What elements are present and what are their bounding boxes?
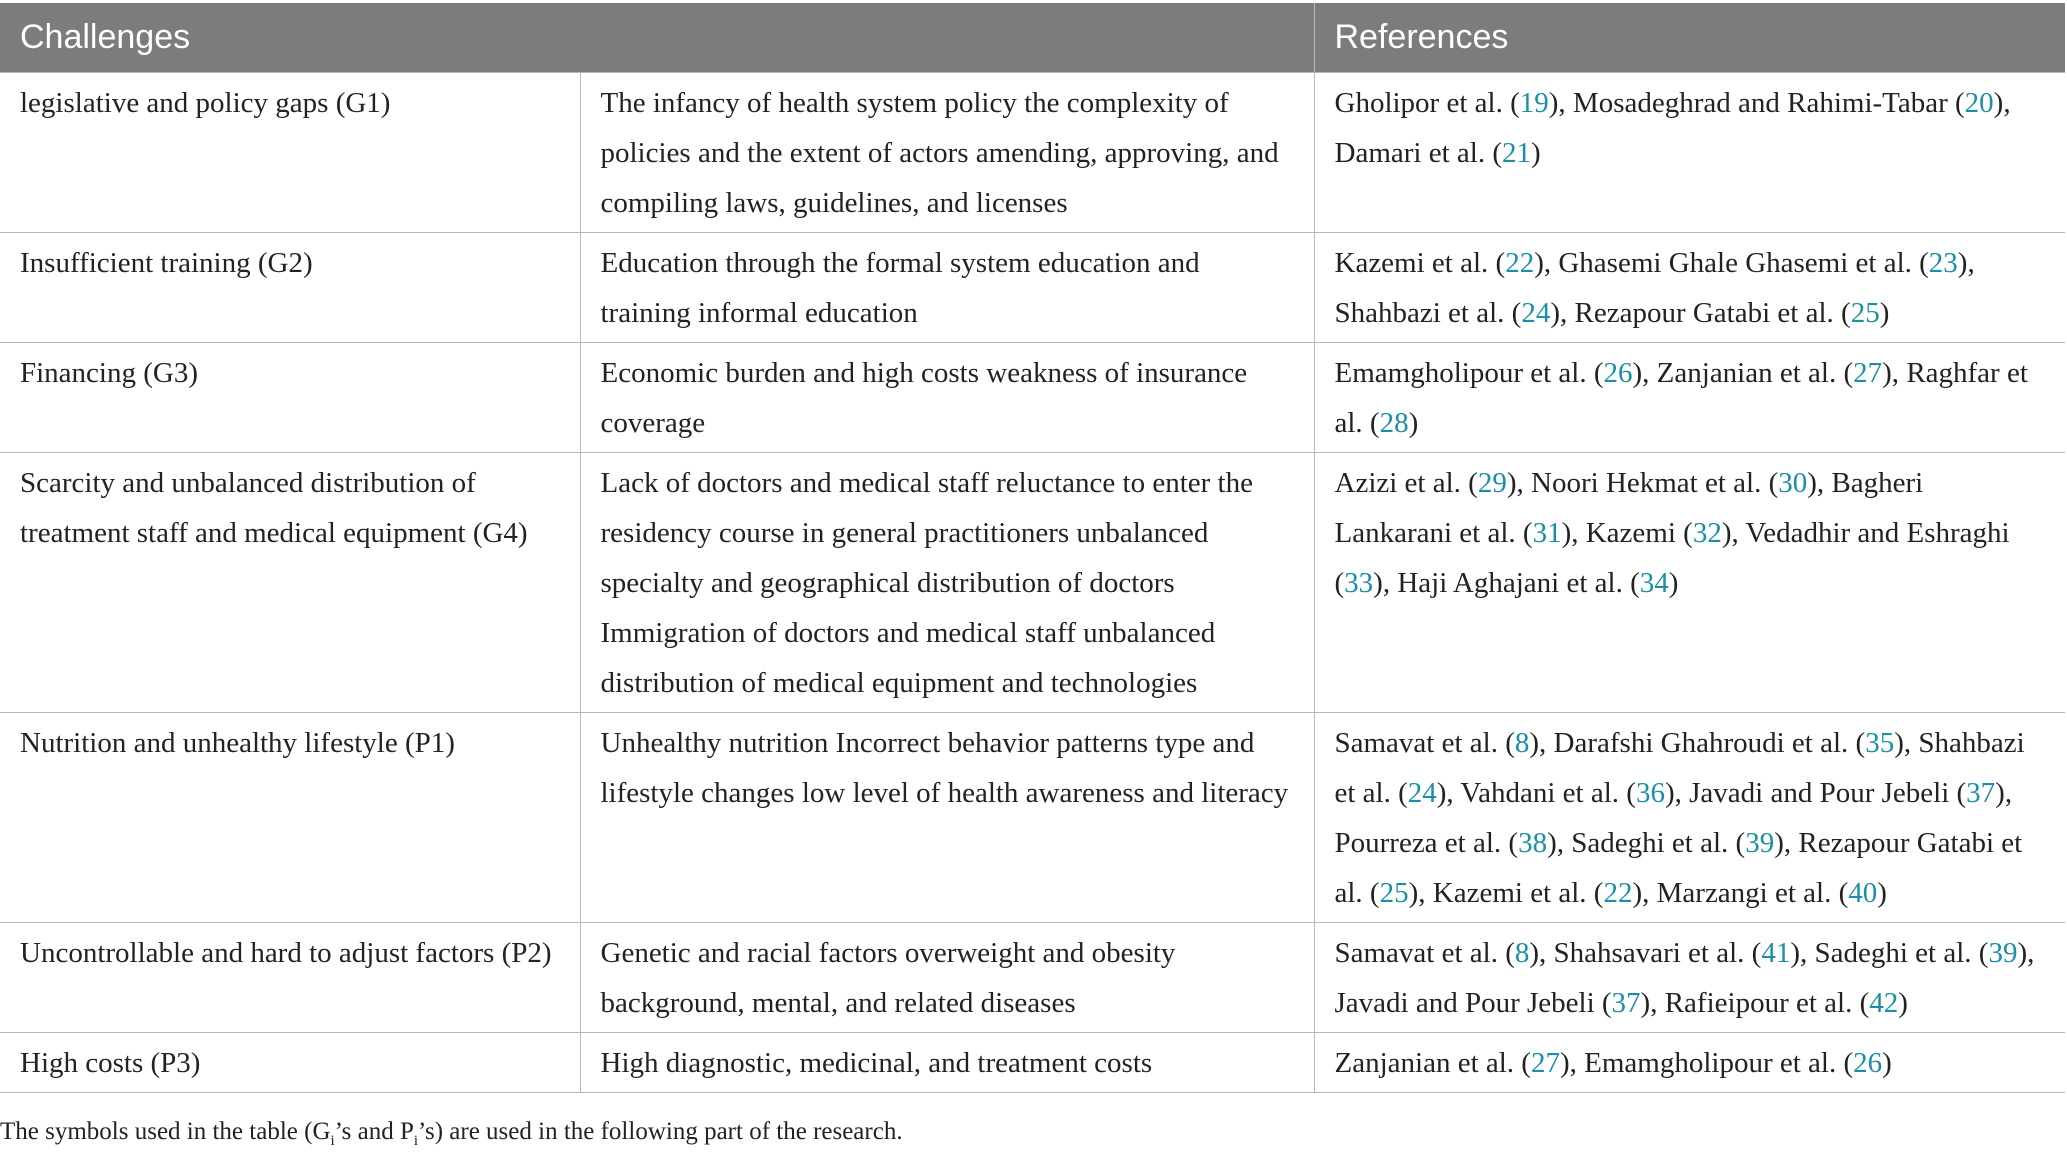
reference-separator: ),: [1548, 87, 1573, 119]
reference-number-link[interactable]: 30: [1778, 467, 1808, 499]
reference-separator: ),: [1632, 357, 1657, 389]
reference-author: Samavat et al. (: [1334, 727, 1515, 759]
reference-separator: ),: [1547, 827, 1572, 859]
table-row: [0, 73, 2065, 233]
reference-number-link[interactable]: 37: [1966, 777, 1996, 809]
reference-separator: ): [1530, 137, 1541, 169]
reference-separator: ),: [1993, 87, 2018, 119]
reference-author: Darafshi Ghahroudi et al. (: [1553, 727, 1866, 759]
reference-separator: ),: [1408, 877, 1433, 909]
reference-separator: ),: [1790, 937, 1815, 969]
header-references: References: [1314, 3, 2065, 73]
reference-author: Vahdani et al. (: [1460, 777, 1636, 809]
reference-author: Zanjanian et al. (: [1334, 1047, 1531, 1079]
challenge-cell: Scarcity and unbalanced distribution of treatment staff and medical equipment (G4): [0, 453, 580, 713]
reference-number-link[interactable]: 27: [1853, 357, 1883, 389]
reference-separator: ),: [1559, 1047, 1585, 1079]
reference-number-link[interactable]: 8: [1514, 727, 1530, 759]
reference-separator: ),: [1995, 777, 2020, 809]
reference-number-link[interactable]: 37: [1611, 987, 1641, 1019]
table-row: [0, 343, 2065, 453]
reference-author: Samavat et al. (: [1334, 937, 1515, 969]
reference-number-link[interactable]: 21: [1501, 137, 1531, 169]
reference-author: Mosadeghrad and Rahimi-Tabar (: [1572, 87, 1965, 119]
reference-author: Azizi et al. (: [1334, 467, 1478, 499]
reference-author: Damari et al. (: [1334, 137, 1502, 169]
reference-separator: ): [1882, 1047, 1892, 1079]
reference-author: Gholipor et al. (: [1334, 87, 1520, 119]
references-cell: [1314, 713, 2065, 923]
reference-number-link[interactable]: 19: [1519, 87, 1549, 119]
reference-author: Zanjanian et al. (: [1656, 357, 1854, 389]
reference-separator: ): [1668, 567, 1679, 599]
reference-separator: ),: [1664, 777, 1690, 809]
reference-number-link[interactable]: 26: [1603, 357, 1633, 389]
challenge-cell: Financing (G3): [0, 343, 580, 453]
references-cell: [1314, 923, 2065, 1033]
table-row: [0, 923, 2065, 1033]
reference-separator: ),: [1373, 567, 1398, 599]
reference-author: Kazemi et al. (: [1432, 877, 1604, 909]
references-cell: [1314, 343, 2065, 453]
reference-separator: ),: [1529, 937, 1554, 969]
reference-author: Sadeghi et al. (: [1571, 827, 1746, 859]
reference-author: Vedadhir and Eshraghi (: [1334, 517, 2010, 599]
table-body: [0, 73, 2065, 1093]
reference-separator: ),: [1774, 827, 1799, 859]
reference-author: Shahbazi et al. (: [1334, 297, 1522, 329]
description-cell: The infancy of health system policy the complexity of policies and the extent of actors amending, approving, and compiling laws, guidelines, and licenses: [580, 73, 1314, 233]
description-cell: Economic burden and high costs weakness of insurance coverage: [580, 343, 1314, 453]
reference-author: Javadi and Pour Jebeli (: [1689, 777, 1967, 809]
reference-author: Noori Hekmat et al. (: [1531, 467, 1779, 499]
reference-author: Emamgholipour et al. (: [1334, 357, 1604, 389]
reference-author: Kazemi et al. (: [1334, 247, 1506, 279]
table-header-row: [0, 3, 2065, 73]
description-cell: Lack of doctors and medical staff reluctance to enter the residency course in general practitioners unbalanced specialty and geographical distribution of doctors Immigration of doctors and medical staff unbalanced distribution of medical equipment and technologies: [580, 453, 1314, 713]
reference-number-link[interactable]: 22: [1603, 877, 1633, 909]
description-cell: Education through the formal system education and training informal education: [580, 233, 1314, 343]
reference-number-link[interactable]: 31: [1532, 517, 1562, 549]
reference-author: Javadi and Pour Jebeli (: [1334, 987, 1612, 1019]
table-row: [0, 1033, 2065, 1093]
challenge-cell: High costs (P3): [0, 1033, 580, 1093]
reference-number-link[interactable]: 27: [1530, 1047, 1560, 1079]
reference-separator: ),: [1882, 357, 1907, 389]
reference-number-link[interactable]: 23: [1928, 247, 1958, 279]
reference-author: Rezapour Gatabi et al. (: [1574, 297, 1851, 329]
references-cell: [1314, 233, 2065, 343]
reference-separator: ),: [1436, 777, 1461, 809]
reference-number-link[interactable]: 34: [1639, 567, 1669, 599]
header-challenges: Challenges: [0, 3, 1314, 73]
reference-separator: ),: [2017, 937, 2042, 969]
reference-separator: ),: [1894, 727, 1919, 759]
reference-separator: ),: [1550, 297, 1575, 329]
table-footnote: The symbols used in the table ($G_i’s$ and $P_i’s$) are used in the following part of the research.: [0, 1118, 903, 1149]
references-cell: [1314, 1033, 2065, 1093]
reference-author: Bagheri Lankarani et al. (: [1334, 467, 1924, 549]
reference-number-link[interactable]: 20: [1964, 87, 1994, 119]
reference-separator: ): [1898, 987, 1908, 1019]
reference-number-link[interactable]: 40: [1848, 877, 1878, 909]
table-row: [0, 453, 2065, 713]
reference-author: Sadeghi et al. (: [1814, 937, 1989, 969]
reference-separator: ): [1877, 877, 1887, 909]
reference-number-link[interactable]: 33: [1344, 567, 1374, 599]
reference-separator: ),: [1807, 467, 1832, 499]
references-cell: [1314, 453, 2065, 713]
challenge-cell: Uncontrollable and hard to adjust factors (P2): [0, 923, 580, 1033]
reference-number-link[interactable]: 25: [1850, 297, 1880, 329]
reference-number-link[interactable]: 26: [1853, 1047, 1883, 1079]
reference-number-link[interactable]: 29: [1477, 467, 1507, 499]
reference-separator: ),: [1632, 877, 1657, 909]
challenge-cell: legislative and policy gaps (G1): [0, 73, 580, 233]
reference-separator: ): [1408, 407, 1419, 439]
description-cell: High diagnostic, medicinal, and treatment costs: [580, 1033, 1314, 1093]
reference-separator: ),: [1721, 517, 1746, 549]
references-cell: [1314, 73, 2065, 233]
reference-number-link[interactable]: 32: [1692, 517, 1722, 549]
reference-number-link[interactable]: 24: [1407, 777, 1437, 809]
challenges-table: [0, 3, 2065, 1093]
reference-number-link[interactable]: 35: [1865, 727, 1895, 759]
reference-number-link[interactable]: 39: [1745, 827, 1775, 859]
reference-author: Shahbazi et al. (: [1334, 727, 2025, 809]
reference-author: Emamgholipour et al. (: [1584, 1047, 1854, 1079]
reference-author: Pourreza et al. (: [1334, 827, 1519, 859]
reference-number-link[interactable]: 42: [1869, 987, 1899, 1019]
reference-author: Rezapour Gatabi et al. (: [1334, 827, 2023, 909]
challenge-cell: Insufficient training (G2): [0, 233, 580, 343]
description-cell: Genetic and racial factors overweight and obesity background, mental, and related diseases: [580, 923, 1314, 1033]
reference-separator: ),: [1957, 247, 1982, 279]
reference-separator: ),: [1529, 727, 1554, 759]
reference-number-link[interactable]: 39: [1988, 937, 2018, 969]
table-container: [0, 3, 2065, 1093]
reference-number-link[interactable]: 22: [1505, 247, 1535, 279]
table-row: [0, 233, 2065, 343]
reference-number-link[interactable]: 24: [1521, 297, 1551, 329]
reference-separator: ),: [1640, 987, 1665, 1019]
reference-author: Rafieipour et al. (: [1664, 987, 1870, 1019]
table-row: [0, 713, 2065, 923]
reference-separator: ),: [1561, 517, 1586, 549]
reference-author: Marzangi et al. (: [1656, 877, 1849, 909]
reference-separator: ),: [1506, 467, 1531, 499]
reference-author: Shahsavari et al. (: [1553, 937, 1762, 969]
reference-number-link[interactable]: 25: [1379, 877, 1409, 909]
description-cell: Unhealthy nutrition Incorrect behavior patterns type and lifestyle changes low level of health awareness and literacy: [580, 713, 1314, 923]
reference-number-link[interactable]: 38: [1518, 827, 1548, 859]
reference-number-link[interactable]: 41: [1761, 937, 1791, 969]
reference-author: Ghasemi Ghale Ghasemi et al. (: [1558, 247, 1929, 279]
reference-separator: ),: [1534, 247, 1559, 279]
reference-author: Raghfar et al. (: [1334, 357, 2028, 439]
reference-number-link[interactable]: 8: [1514, 937, 1530, 969]
challenge-cell: Nutrition and unhealthy lifestyle (P1): [0, 713, 580, 923]
reference-author: Haji Aghajani et al. (: [1397, 567, 1640, 599]
reference-separator: ): [1879, 297, 1890, 329]
reference-author: Kazemi (: [1585, 517, 1693, 549]
reference-number-link[interactable]: 36: [1635, 777, 1665, 809]
reference-number-link[interactable]: 28: [1379, 407, 1409, 439]
